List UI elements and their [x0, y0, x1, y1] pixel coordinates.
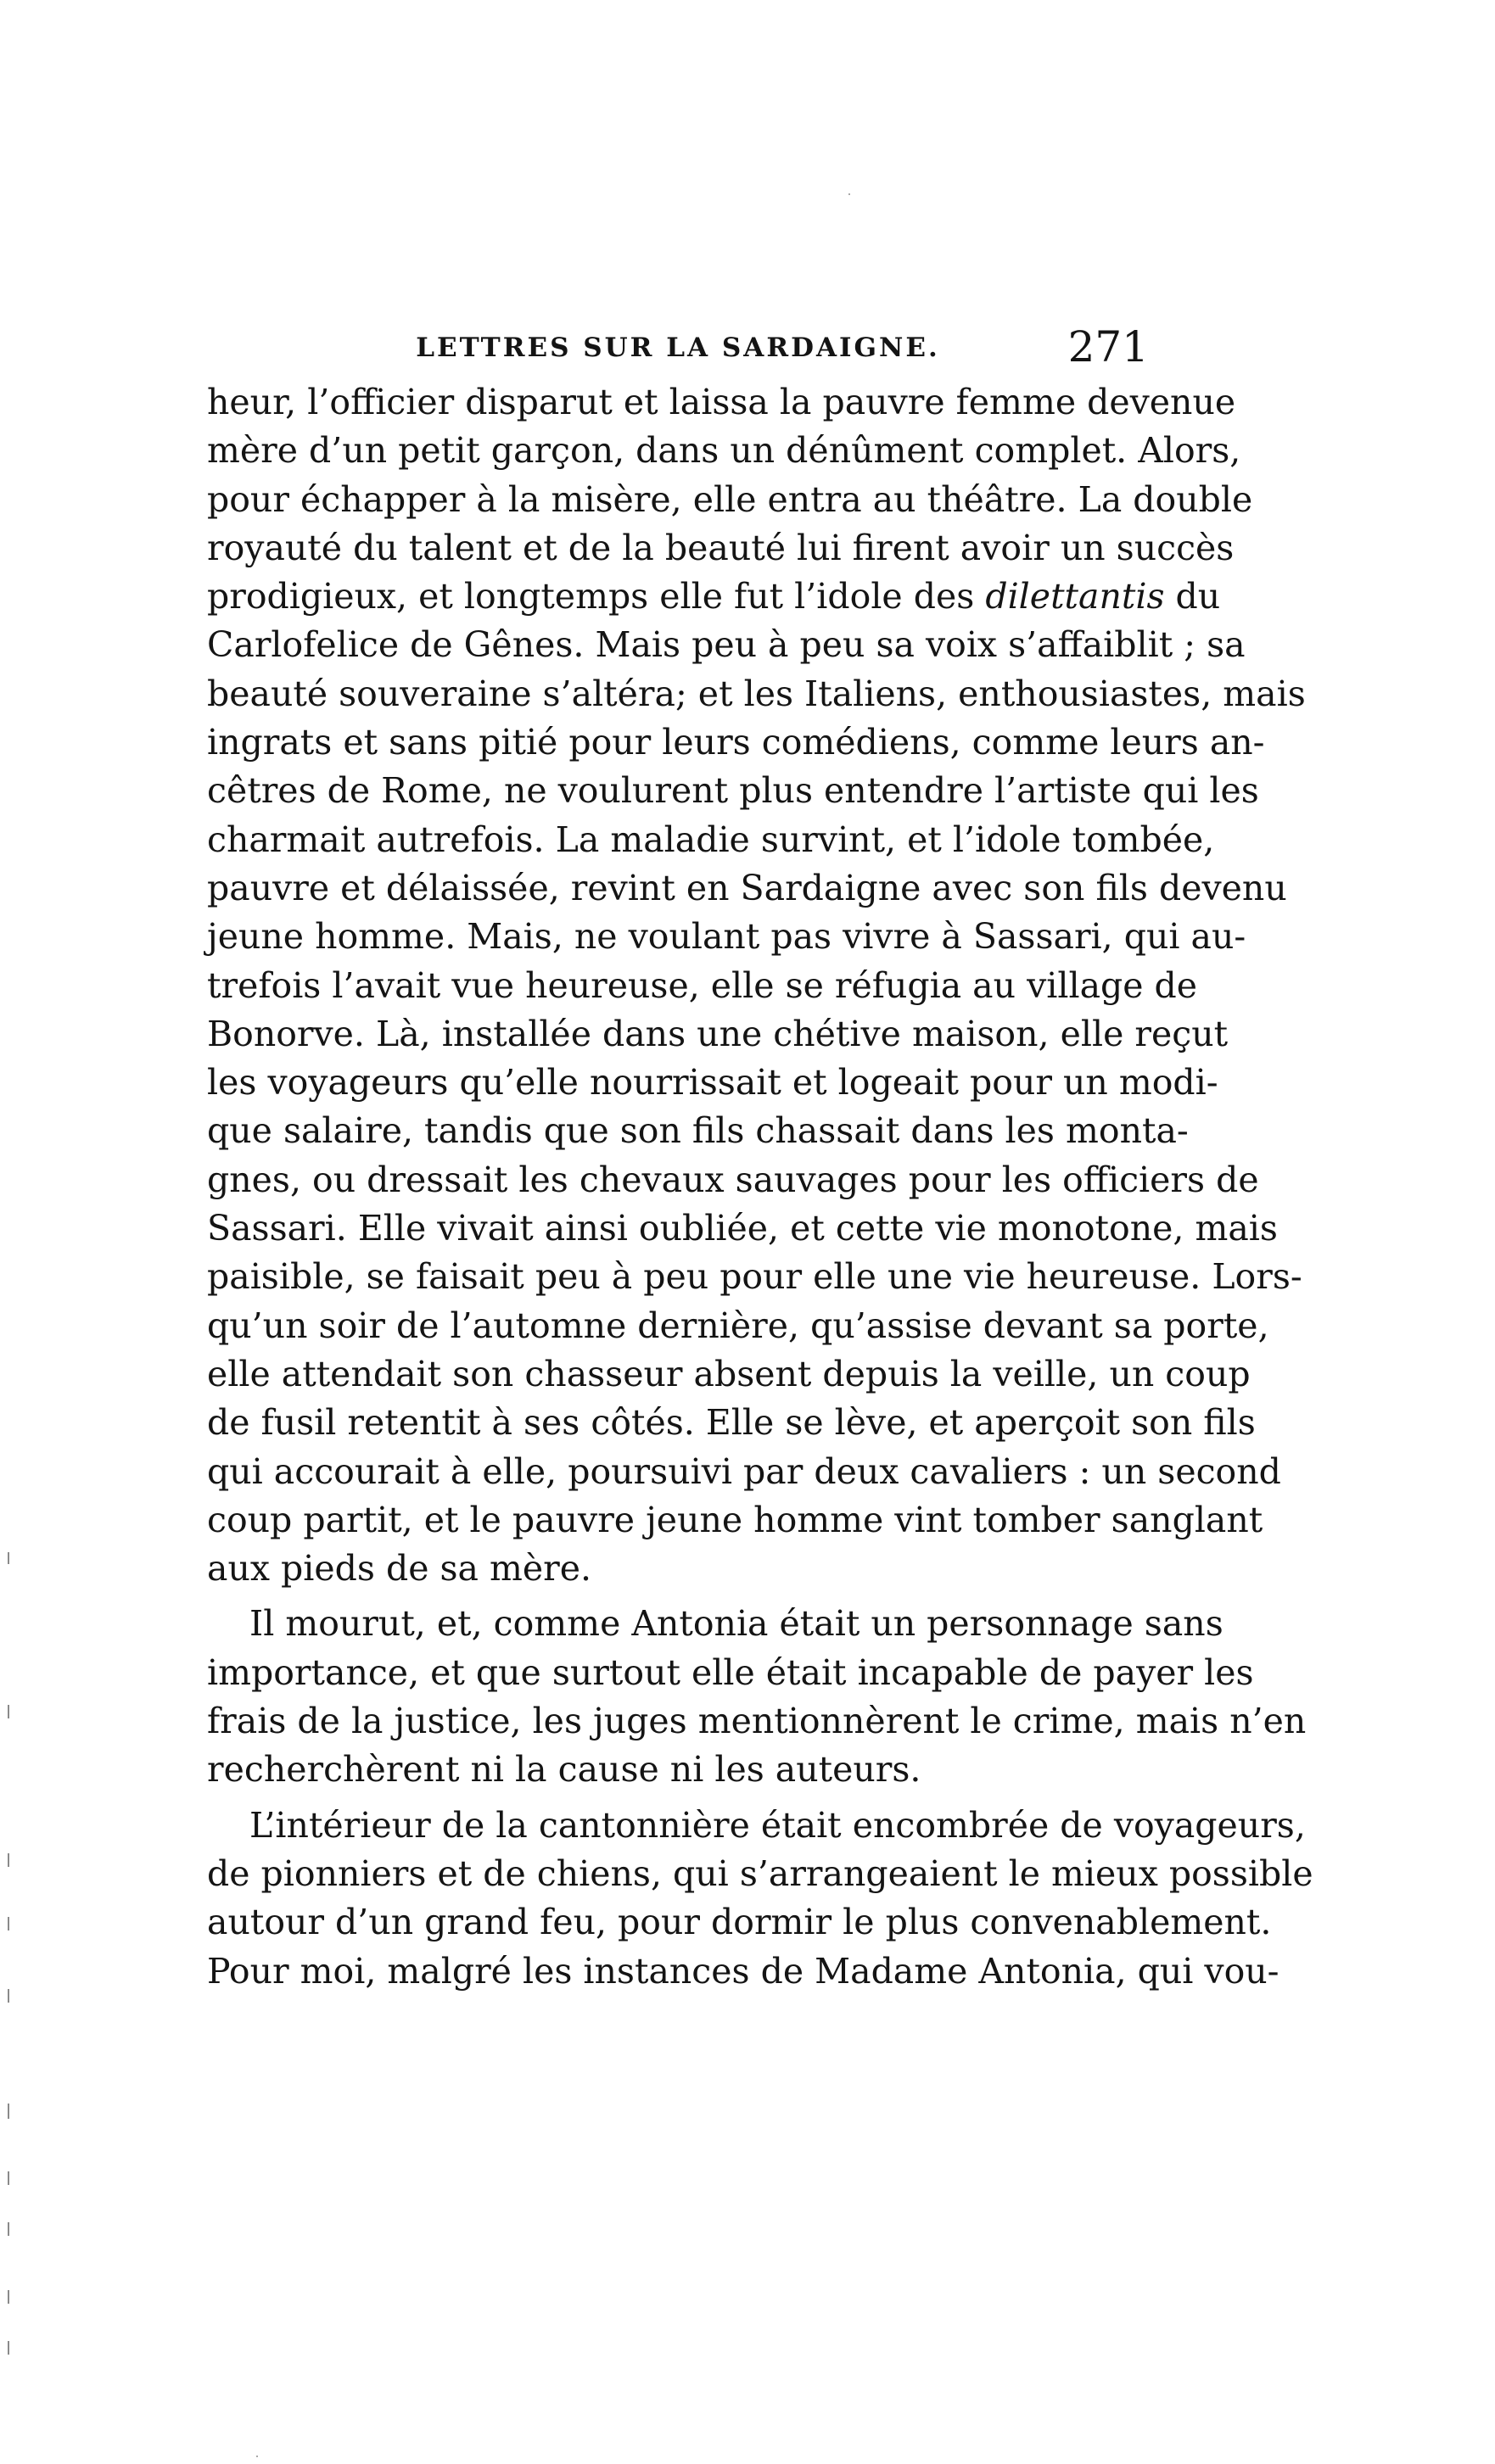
text-line: coup partit, et le pauvre jeune homme vint tomber sanglant: [207, 1499, 1263, 1540]
text-line: recherchèrent ni la cause ni les auteurs.: [207, 1749, 921, 1791]
text-line: heur, l’officier disparut et laissa la pauvre femme devenue: [207, 382, 1236, 422]
text-line: royauté du talent et de la beauté lui firent avoir un succès: [207, 527, 1235, 568]
text-line: mère d’un petit garçon, dans un dénûment complet. Alors,: [207, 430, 1241, 472]
text-line: gnes, ou dressait les chevaux sauvages pour les officiers de: [207, 1159, 1259, 1200]
paragraph-spacer: [207, 1795, 1149, 1802]
text-line: charmait autrefois. La maladie survint, et l’idole tombée,: [207, 819, 1215, 860]
scan-margin-mark: [8, 1853, 9, 1867]
text-line: de pionniers et de chiens, qui s’arrangeaient le mieux possible: [207, 1852, 1313, 1894]
text-line: pauvre et délaissée, revint en Sardaigne avec son fils devenu: [207, 867, 1287, 908]
scan-margin-mark: [8, 1917, 9, 1930]
text-line: importance, et que surtout elle était incapable de payer les: [207, 1651, 1254, 1693]
text-line: Pour moi, malgré les instances de Madame Antonia, qui vou-: [207, 1950, 1279, 1992]
text-line: Bonorve. Là, installée dans une chétive maison, elle reçut: [207, 1013, 1229, 1054]
running-title: LETTRES SUR LA SARDAIGNE.: [416, 332, 940, 363]
scan-dot: [256, 2456, 258, 2457]
text-line: beauté souveraine s’altéra; et les Italiens, enthousiastes, mais: [207, 673, 1306, 714]
scan-dot: [848, 193, 850, 195]
scan-margin-mark: [8, 2171, 9, 2185]
scan-margin-mark: [8, 2341, 9, 2355]
running-head: [207, 322, 1149, 382]
text-line: de fusil retentit à ses côtés. Elle se lève, et aperçoit son fils: [207, 1402, 1256, 1444]
paragraph-spacer: [207, 1593, 1149, 1600]
text-line: les voyageurs qu’elle nourrissait et logeait pour un modi-: [207, 1062, 1218, 1103]
text-line: prodigieux, et longtemps elle fut l’idole des dilettantis du: [207, 576, 1221, 617]
page-number: 271: [1067, 322, 1149, 372]
body-text: [207, 378, 1313, 1996]
text-line: qui accourait à elle, poursuivi par deux cavaliers : un second: [207, 1450, 1281, 1492]
text-line: L’intérieur de la cantonnière était encombrée de voyageurs,: [249, 1804, 1306, 1846]
text-line: paisible, se faisait peu à peu pour elle une vie heureuse. Lors-: [207, 1256, 1302, 1298]
text-line: Carlofelice de Gênes. Mais peu à peu sa voix s’affaiblit ; sa: [207, 624, 1246, 666]
text-line: Sassari. Elle vivait ainsi oubliée, et cette vie monotone, mais: [207, 1208, 1278, 1249]
scan-margin-mark: [8, 1705, 9, 1718]
text-line: ingrats et sans pitié pour leurs comédiens, comme leurs an-: [207, 722, 1265, 763]
text-line: frais de la justice, les juges mentionnèrent le crime, mais n’en: [207, 1701, 1307, 1742]
text-line: cêtres de Rome, ne voulurent plus entendre l’artiste qui les: [207, 770, 1259, 812]
text-line: qu’un soir de l’automne dernière, qu’assise devant sa porte,: [207, 1305, 1269, 1346]
text-line: pour échapper à la misère, elle entra au théâtre. La double: [207, 478, 1253, 520]
text-line: trefois l’avait vue heureuse, elle se réfugia au village de: [207, 964, 1198, 1006]
text-line: Il mourut, et, comme Antonia était un personnage sans: [249, 1603, 1223, 1645]
italic-word: dilettantis: [985, 576, 1165, 617]
text-line: aux pieds de sa mère.: [207, 1548, 592, 1590]
text-line: jeune homme. Mais, ne voulant pas vivre à Sassari, qui au-: [207, 916, 1246, 958]
text-line: que salaire, tandis que son fils chassait dans les monta-: [207, 1110, 1189, 1152]
scan-margin-mark: [8, 2222, 9, 2236]
text-line: autour d’un grand feu, pour dormir le plus convenablement.: [207, 1902, 1272, 1943]
scan-margin-mark: [8, 2290, 9, 2304]
scan-margin-mark: [8, 1552, 9, 1564]
scan-margin-mark: [8, 1989, 9, 2003]
text-line: elle attendait son chasseur absent depuis la veille, un coup: [207, 1353, 1251, 1394]
scan-margin-mark: [8, 2104, 9, 2119]
